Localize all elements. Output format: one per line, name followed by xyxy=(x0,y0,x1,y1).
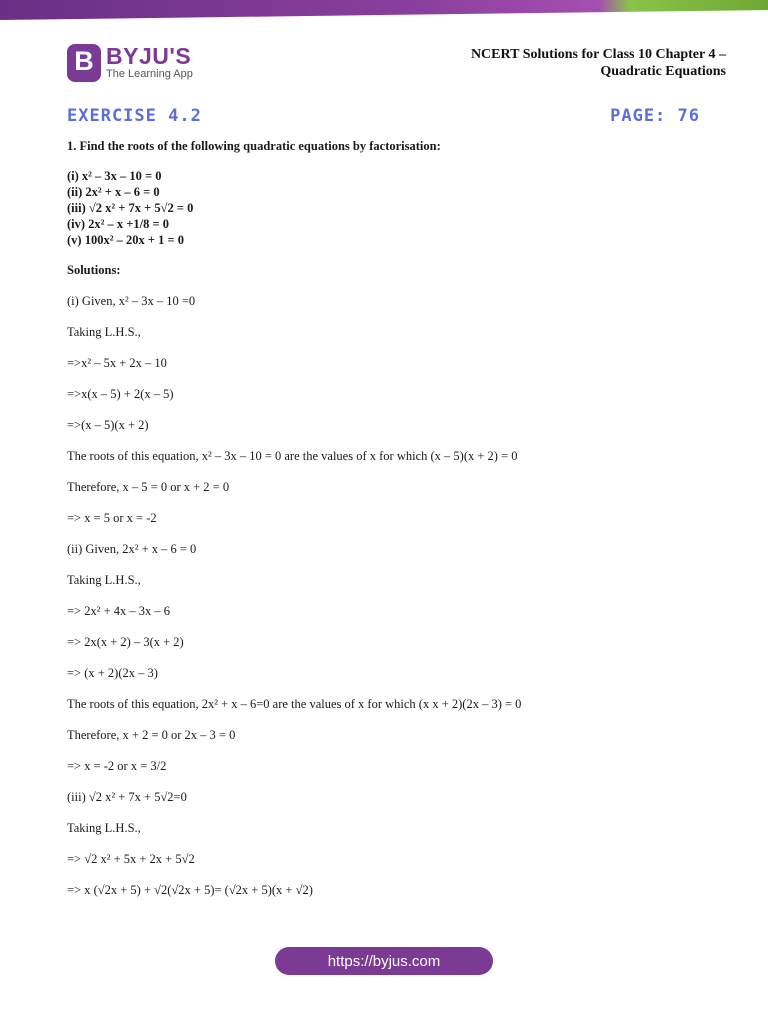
top-decorative-band xyxy=(0,0,768,20)
logo-tagline: The Learning App xyxy=(106,68,193,80)
solution-step: Taking L.H.S., xyxy=(67,325,141,339)
solution-step: Taking L.H.S., xyxy=(67,573,141,587)
solution-step: => x = 5 or x = -2 xyxy=(67,511,157,525)
solution-step: (i) Given, x² – 3x – 10 =0 xyxy=(67,294,196,308)
solution-steps xyxy=(67,293,727,913)
byjus-website-link[interactable]: https://byjus.com xyxy=(275,947,493,975)
question-part: (i) x² – 3x – 10 = 0 xyxy=(67,169,162,183)
question-part: (v) 100x² – 20x + 1 = 0 xyxy=(67,233,184,247)
solution-step: Taking L.H.S., xyxy=(67,821,141,835)
document-title xyxy=(471,46,726,80)
solution-step: The roots of this equation, 2x² + x – 6=0 are the values of x for which (x x + 2)(2x – 3) = 0 xyxy=(67,697,522,711)
solution-step: =>(x – 5)(x + 2) xyxy=(67,418,149,432)
solution-step: The roots of this equation, x² – 3x – 10 = 0 are the values of x for which (x – 5)(x + 2) = 0 xyxy=(67,449,518,463)
solution-step: Therefore, x + 2 = 0 or 2x – 3 = 0 xyxy=(67,728,236,742)
document-title-line2: Quadratic Equations xyxy=(600,64,726,79)
solution-step: => √2 x² + 5x + 2x + 5√2 xyxy=(67,852,195,866)
question-part: (iii) √2 x² + 7x + 5√2 = 0 xyxy=(67,201,194,215)
exercise-heading: EXERCISE 4.2 xyxy=(67,106,202,126)
document-body xyxy=(67,132,727,913)
page-number: PAGE: 76 xyxy=(610,106,700,126)
byjus-logo xyxy=(67,44,193,82)
question-part: (iv) 2x² – x +1/8 = 0 xyxy=(67,217,170,231)
solution-step: => 2x² + 4x – 3x – 6 xyxy=(67,604,171,618)
solution-step: => x (√2x + 5) + √2(√2x + 5)= (√2x + 5)(x + √2) xyxy=(67,883,313,897)
solution-step: (iii) √2 x² + 7x + 5√2=0 xyxy=(67,790,187,804)
solution-step: => x = -2 or x = 3/2 xyxy=(67,759,167,773)
solution-step: (ii) Given, 2x² + x – 6 = 0 xyxy=(67,542,197,556)
solutions-label: Solutions: xyxy=(67,263,121,277)
logo-mark: B xyxy=(67,44,101,82)
solution-step: =>x(x – 5) + 2(x – 5) xyxy=(67,387,174,401)
document-title-line1: NCERT Solutions for Class 10 Chapter 4 – xyxy=(470,47,726,62)
question-parts xyxy=(67,168,727,248)
question-part: (ii) 2x² + x – 6 = 0 xyxy=(67,185,160,199)
solution-step: => (x + 2)(2x – 3) xyxy=(67,666,158,680)
solution-step: =>x² – 5x + 2x – 10 xyxy=(67,356,167,370)
solution-step: Therefore, x – 5 = 0 or x + 2 = 0 xyxy=(67,480,230,494)
solution-step: => 2x(x + 2) – 3(x + 2) xyxy=(67,635,184,649)
question-text: 1. Find the roots of the following quadratic equations by factorisation: xyxy=(67,139,441,153)
logo-name: BYJU'S xyxy=(106,43,192,69)
